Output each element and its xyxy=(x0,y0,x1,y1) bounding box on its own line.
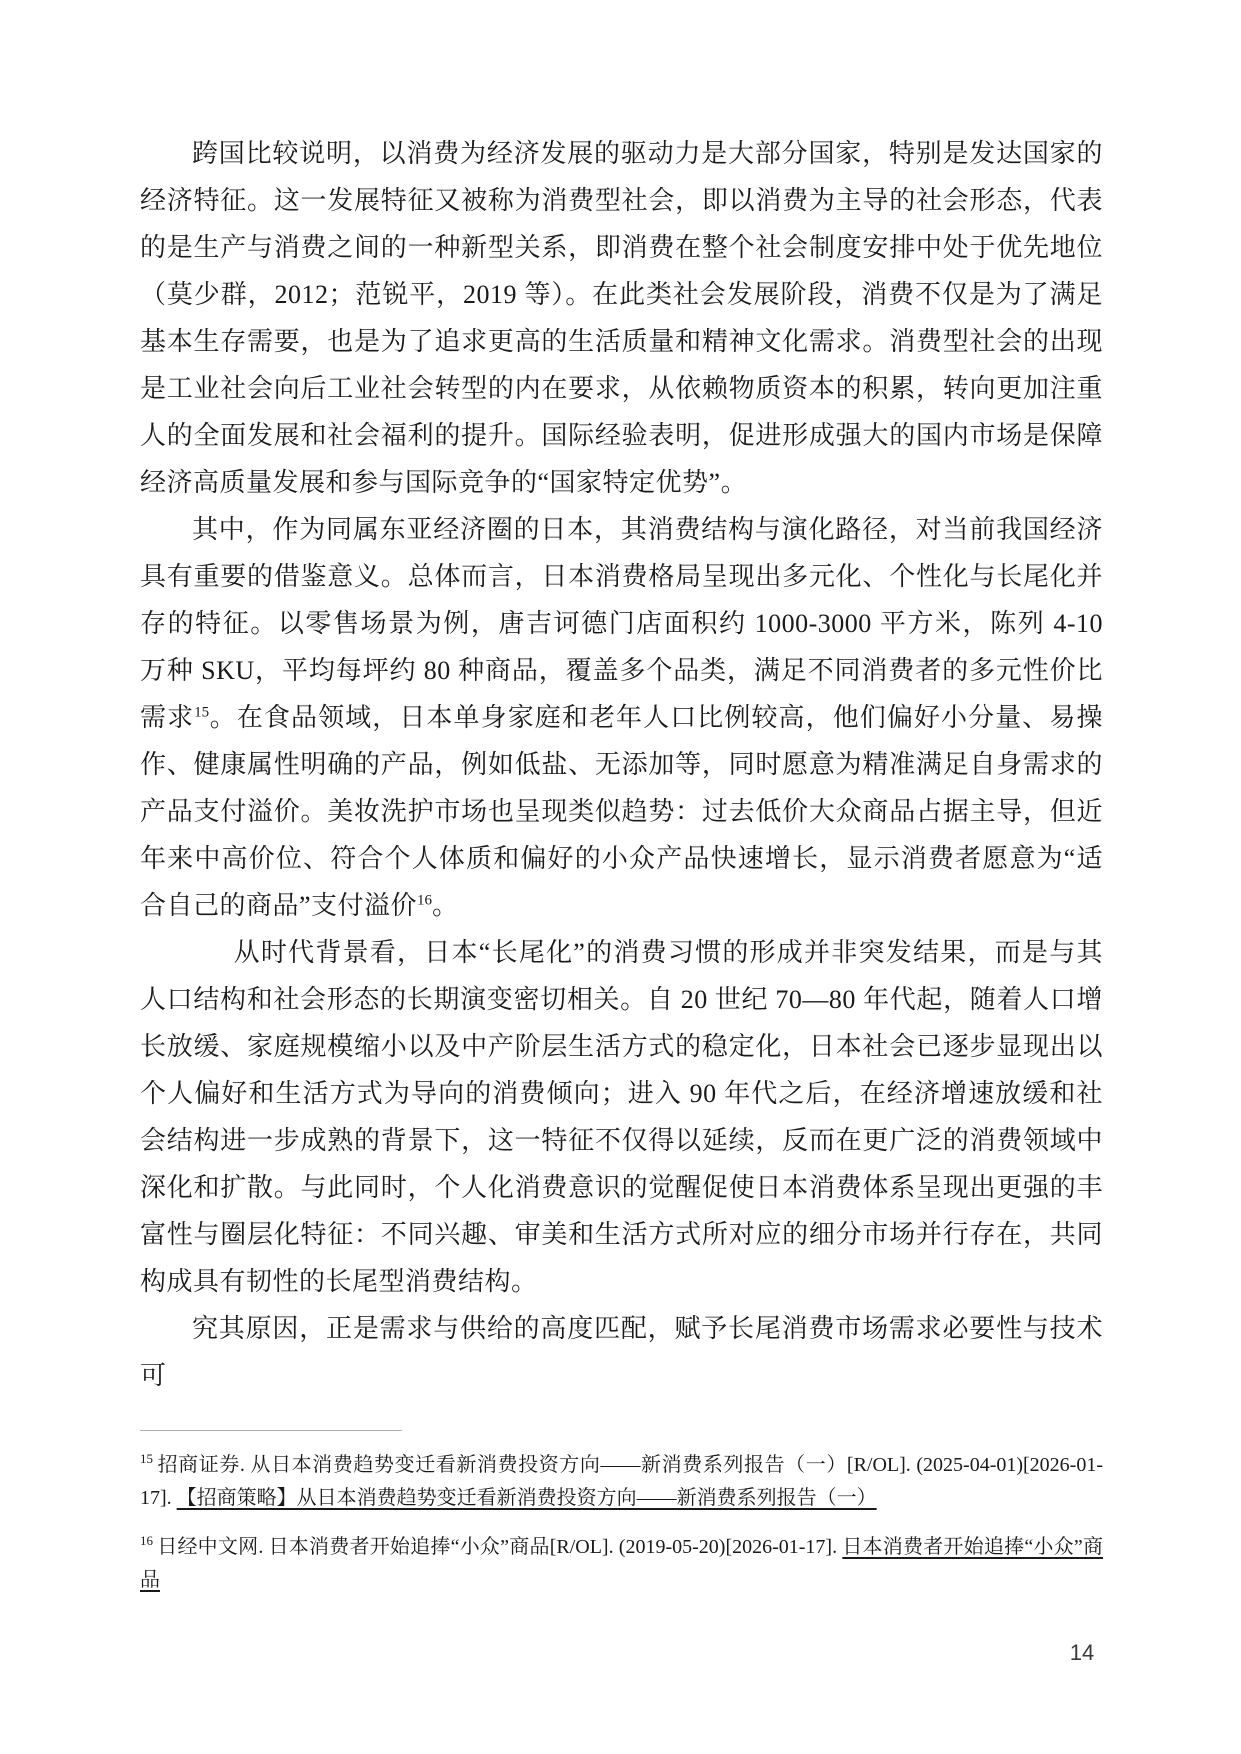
paragraph-3 xyxy=(140,929,1103,1305)
paragraph-2-text-a: 其中，作为同属东亚经济圈的日本，其消费结构与演化路径，对当前我国经济具有重要的借鉴意义。总体而言，日本消费格局呈现出多元化、个性化与长尾化并存的特征。以零售场景为例，唐吉诃德门店面积约 1000-3000 平方米，陈列 4-10 万种 SKU，平均每坪约 80 种商品，覆盖多个品类，满足不同消费者的多元性价比需求 xyxy=(140,515,1103,732)
footnote-15 xyxy=(140,1449,1103,1515)
paragraph-4-text: 究其原因，正是需求与供给的高度匹配，赋予长尾消费市场需求必要性与技术可 xyxy=(140,1314,1103,1390)
footnote-15-link[interactable]: 【招商策略】从日本消费趋势变迁看新消费投资方向——新消费系列报告（一） xyxy=(176,1487,877,1509)
footnote-16-text: 日经中文网. 日本消费者开始追捧“小众”商品[R/OL]. (2019-05-20)[2026-01-17]. xyxy=(157,1536,843,1558)
footnotes-section xyxy=(140,1430,1103,1613)
footnote-15-text: 招商证券. 从日本消费趋势变迁看新消费投资方向——新消费系列报告（一）[R/OL]. (2025-04-01)[2026-01-17]. xyxy=(140,1454,1103,1509)
paragraph-2-text-c: 。 xyxy=(432,891,459,920)
paragraph-3-text: 从时代背景看，日本“长尾化”的消费习惯的形成并非突发结果，而是与其人口结构和社会形态的长期演变密切相关。自 20 世纪 70—80 年代起，随着人口增长放缓、家庭规模缩小以及中产阶层生活方式的稳定化，日本社会已逐步显现出以个人偏好和生活方式为导向的消费倾向；进入 90 年代之后，在经济增速放缓和社会结构进一步成熟的背景下，这一特征不仅得以延续，反而在更广泛的消费领域中深化和扩散。与此同时，个人化消费意识的觉醒促使日本消费体系呈现出更强的丰富性与圈层化特征：不同兴趣、审美和生活方式所对应的细分市场并行存在，共同构成具有韧性的长尾型消费结构。 xyxy=(140,938,1103,1296)
paragraph-1 xyxy=(140,130,1103,506)
footnote-15-marker: 15 xyxy=(140,1451,153,1467)
page-number: 14 xyxy=(1069,1640,1095,1665)
footnote-ref-15: 15 xyxy=(194,704,210,721)
footnote-ref-16: 16 xyxy=(417,892,433,909)
paragraph-1-text: 跨国比较说明，以消费为经济发展的驱动力是大部分国家，特别是发达国家的经济特征。这一发展特征又被称为消费型社会，即以消费为主导的社会形态，代表的是生产与消费之间的一种新型关系，即消费在整个社会制度安排中处于优先地位（莫少群，2012；范锐平，2019 等）。在此类社会发展阶段，消费不仅是为了满足基本生存需要，也是为了追求更高的生活质量和精神文化需求。消费型社会的出现是工业社会向后工业社会转型的内在要求，从依赖物质资本的积累，转向更加注重人的全面发展和社会福利的提升。国际经验表明，促进形成强大的国内市场是保障经济高质量发展和参与国际竞争的“国家特定优势”。 xyxy=(140,139,1103,497)
footnote-16-link[interactable]: 日本消费者开始追捧“小众”商品 xyxy=(140,1536,1103,1591)
footnote-separator xyxy=(140,1430,402,1431)
footnote-16-marker: 16 xyxy=(140,1533,153,1549)
footnote-16 xyxy=(140,1531,1103,1597)
paragraph-2 xyxy=(140,506,1103,929)
paragraph-2-text-b: 。在食品领域，日本单身家庭和老年人口比例较高，他们偏好小分量、易操作、健康属性明确的产品，例如低盐、无添加等，同时愿意为精准满足自身需求的产品支付溢价。美妆洗护市场也呈现类似趋势：过去低价大众商品占据主导，但近年来中高价位、符合个人体质和偏好的小众产品快速增长，显示消费者愿意为“适合自己的商品”支付溢价 xyxy=(140,703,1103,920)
body-text xyxy=(140,130,1103,1399)
paragraph-4 xyxy=(140,1305,1103,1399)
